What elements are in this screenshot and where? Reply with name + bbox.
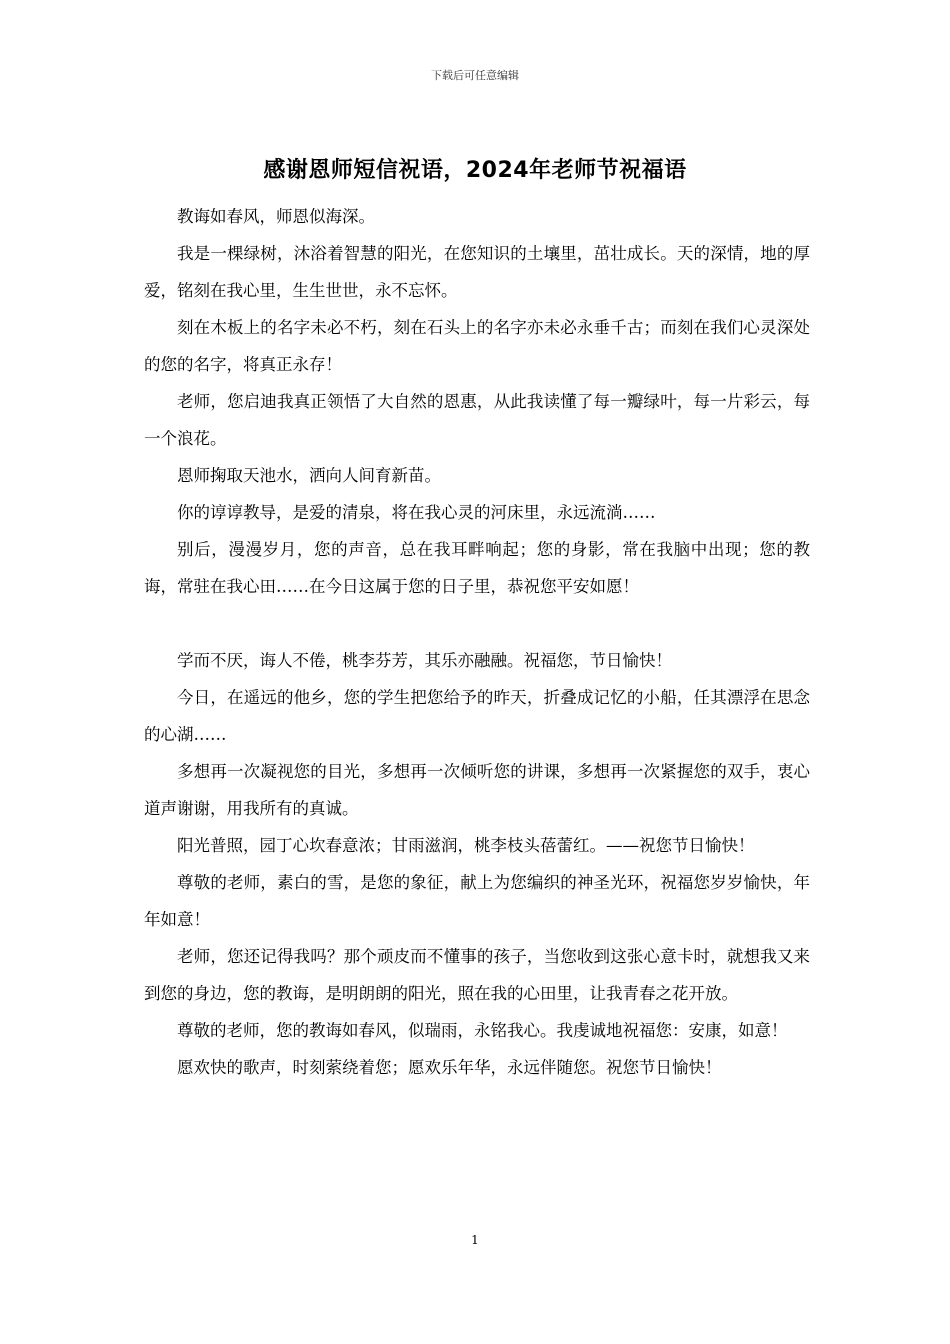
paragraph: 愿欢快的歌声，时刻萦绕着您；愿欢乐年华，永远伴随您。祝您节日愉快！: [177, 1058, 722, 1077]
paragraph: 学而不厌，诲人不倦，桃李芬芳，其乐亦融融。祝福您，节日愉快！: [177, 651, 672, 670]
paragraph: 多想再一次凝视您的目光，多想再一次倾听您的讲课，多想再一次紧握您的双手，衷心道声谢谢，用我所有的真诚。: [144, 762, 810, 818]
paragraph: 我是一棵绿树，沐浴着智慧的阳光，在您知识的土壤里，茁壮成长。天的深情，地的厚爱，铭刻在我心里，生生世世，永不忘怀。: [144, 244, 810, 300]
paragraph: 老师，您启迪我真正领悟了大自然的恩惠，从此我读懂了每一瓣绿叶，每一片彩云，每一个浪花。: [144, 392, 810, 448]
paragraph: 恩师掬取天池水，洒向人间育新苗。: [177, 466, 441, 485]
paragraph: 今日，在遥远的他乡，您的学生把您给予的昨天，折叠成记忆的小船，任其漂浮在思念的心湖……: [144, 688, 810, 744]
page-header: 下载后可任意编辑: [431, 69, 519, 82]
paragraph: 阳光普照，园丁心坎春意浓；甘雨滋润，桃李枝头蓓蕾红。——祝您节日愉快！: [177, 836, 755, 855]
paragraph: 别后，漫漫岁月，您的声音，总在我耳畔响起；您的身影，常在我脑中出现；您的教诲，常驻在我心田……在今日这属于您的日子里，恭祝您平安如愿！: [144, 540, 810, 596]
paragraph: 老师，您还记得我吗？那个顽皮而不懂事的孩子，当您收到这张心意卡时，就想我又来到您的身边，您的教诲，是明朗朗的阳光，照在我的心田里，让我青春之花开放。: [144, 947, 810, 1003]
paragraph: 尊敬的老师，您的教诲如春风，似瑞雨，永铭我心。我虔诚地祝福您：安康，如意！: [177, 1021, 788, 1040]
paragraph: 刻在木板上的名字未必不朽，刻在石头上的名字亦未必永垂千古；而刻在我们心灵深处的您的名字，将真正永存！: [144, 318, 810, 374]
paragraph: 教诲如春风，师恩似海深。: [177, 207, 375, 226]
paragraph: 尊敬的老师，素白的雪，是您的象征，献上为您编织的神圣光环，祝福您岁岁愉快，年年如意！: [144, 873, 810, 929]
paragraph: 你的谆谆教导，是爱的清泉，将在我心灵的河床里，永远流淌……: [177, 503, 656, 522]
document-title: 感谢恩师短信祝语，2024年老师节祝福语: [263, 158, 687, 183]
page-number: 1: [471, 1233, 479, 1247]
document-body: [144, 198, 810, 1086]
